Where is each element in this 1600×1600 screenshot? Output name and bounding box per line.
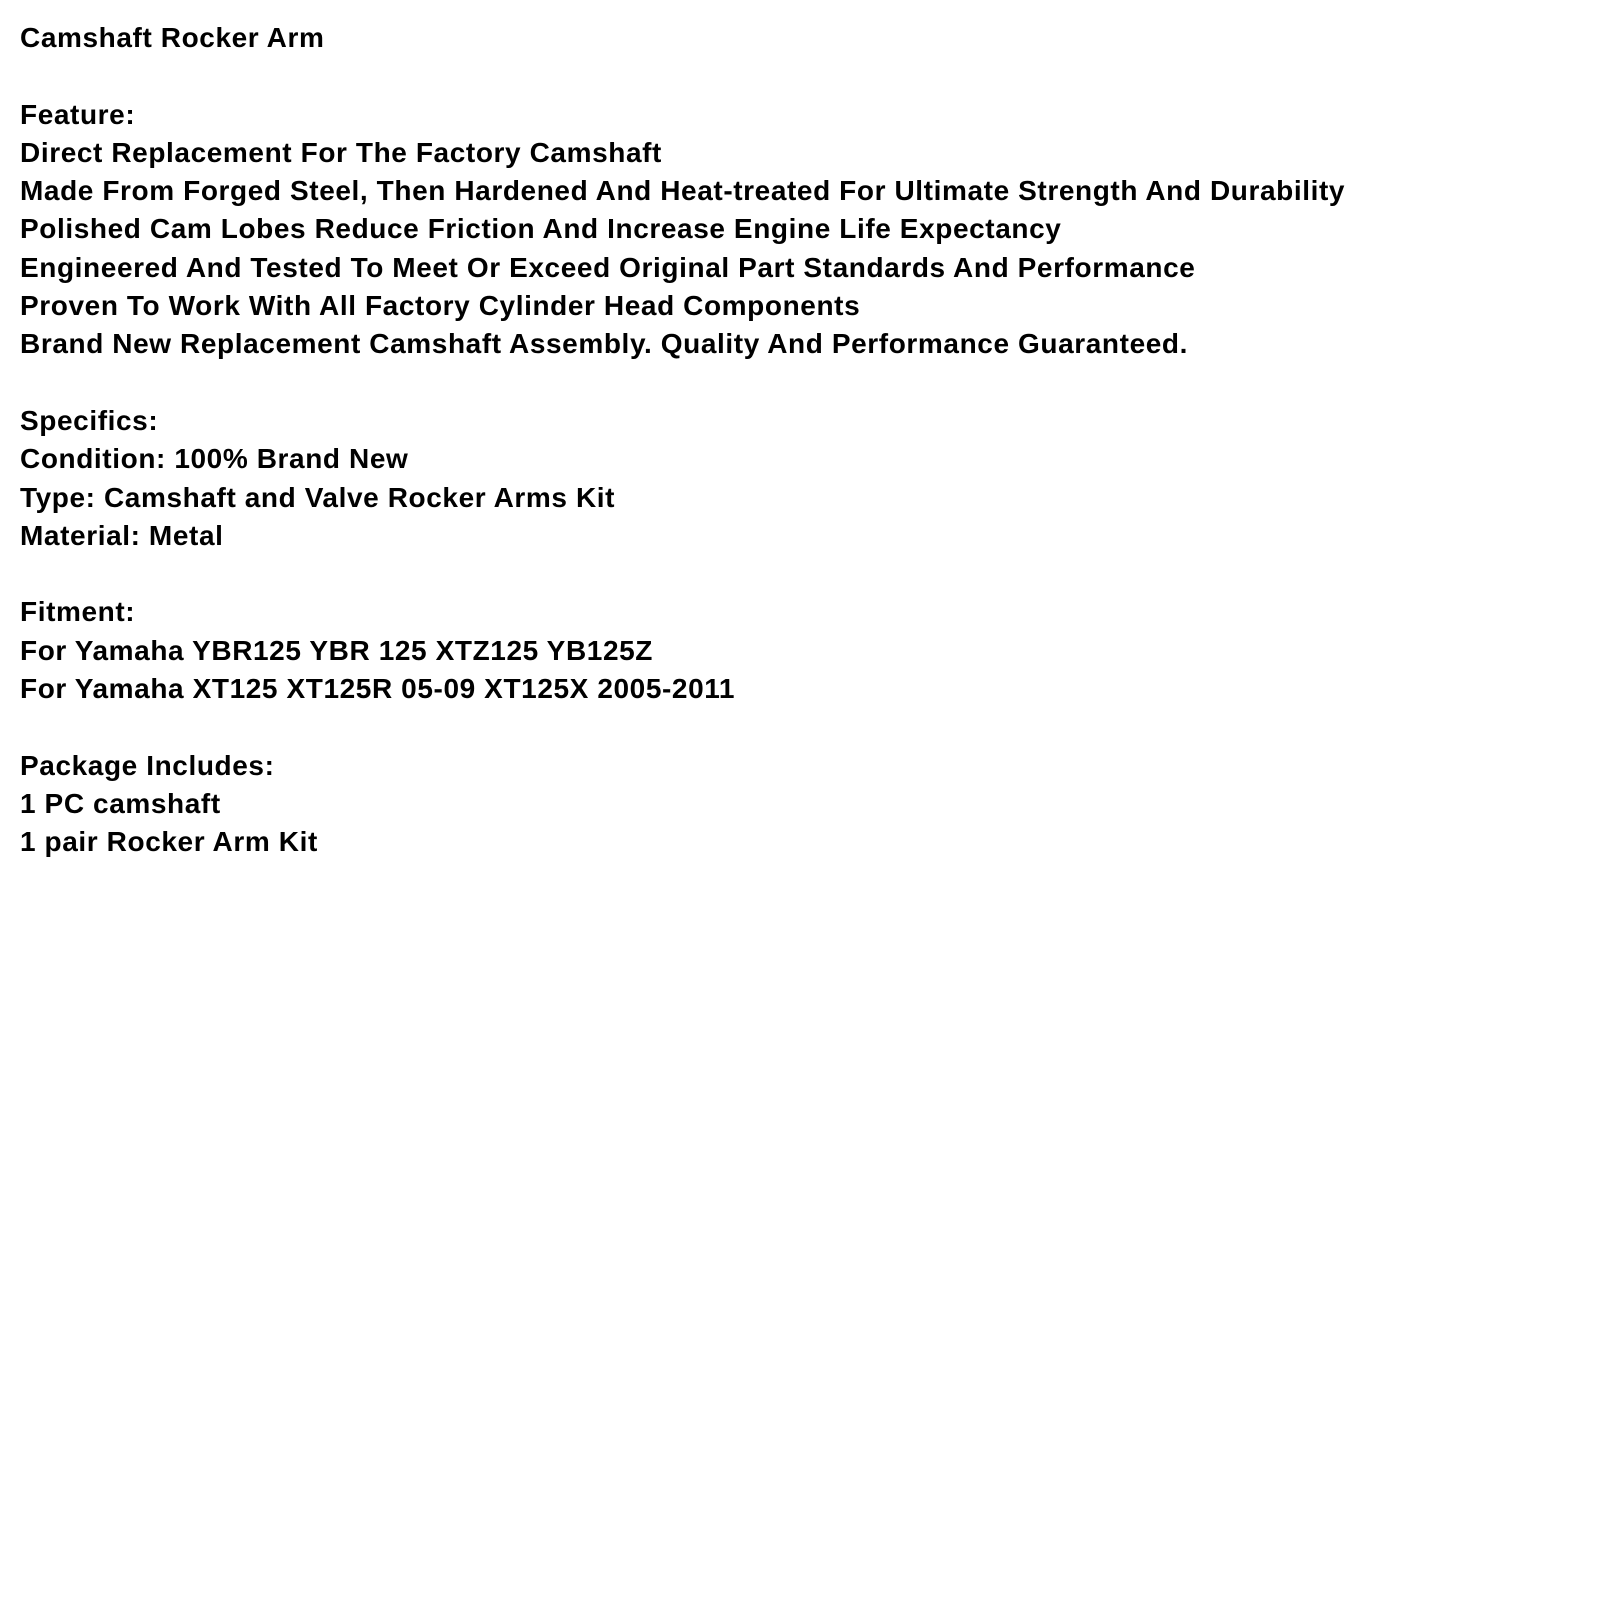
document-title: Camshaft Rocker Arm xyxy=(20,22,325,53)
feature-heading: Feature: xyxy=(20,98,136,130)
feature-line: Brand New Replacement Camshaft Assembly. Quality And Performance Guaranteed. xyxy=(20,328,1188,360)
specifics-line: Material: Metal xyxy=(20,519,224,551)
specifics-section xyxy=(20,402,1580,555)
feature-line: Polished Cam Lobes Reduce Friction And Increase Engine Life Expectancy xyxy=(20,213,1062,245)
package-line: 1 pair Rocker Arm Kit xyxy=(20,826,318,858)
spacer xyxy=(20,57,1580,95)
spacer xyxy=(20,364,1580,402)
specifics-heading: Specifics: xyxy=(20,404,159,436)
feature-line: Direct Replacement For The Factory Camshaft xyxy=(20,136,662,168)
feature-line: Made From Forged Steel, Then Hardened And Heat-treated For Ultimate Strength And Durability xyxy=(20,175,1346,207)
feature-line: Proven To Work With All Factory Cylinder Head Components xyxy=(20,290,861,322)
spacer xyxy=(20,555,1580,593)
package-heading: Package Includes: xyxy=(20,749,275,781)
product-description xyxy=(20,19,1580,862)
specifics-line: Type: Camshaft and Valve Rocker Arms Kit xyxy=(20,481,616,513)
fitment-heading: Fitment: xyxy=(20,596,136,628)
package-section xyxy=(20,747,1580,862)
spacer xyxy=(20,708,1580,746)
feature-section xyxy=(20,96,1580,364)
package-line: 1 PC camshaft xyxy=(20,787,221,819)
feature-line: Engineered And Tested To Meet Or Exceed Original Part Standards And Performance xyxy=(20,251,1196,283)
specifics-line: Condition: 100% Brand New xyxy=(20,443,409,475)
fitment-line: For Yamaha XT125 XT125R 05-09 XT125X 2005-2011 xyxy=(20,673,736,705)
fitment-section xyxy=(20,593,1580,708)
fitment-line: For Yamaha YBR125 YBR 125 XTZ125 YB125Z xyxy=(20,634,653,666)
